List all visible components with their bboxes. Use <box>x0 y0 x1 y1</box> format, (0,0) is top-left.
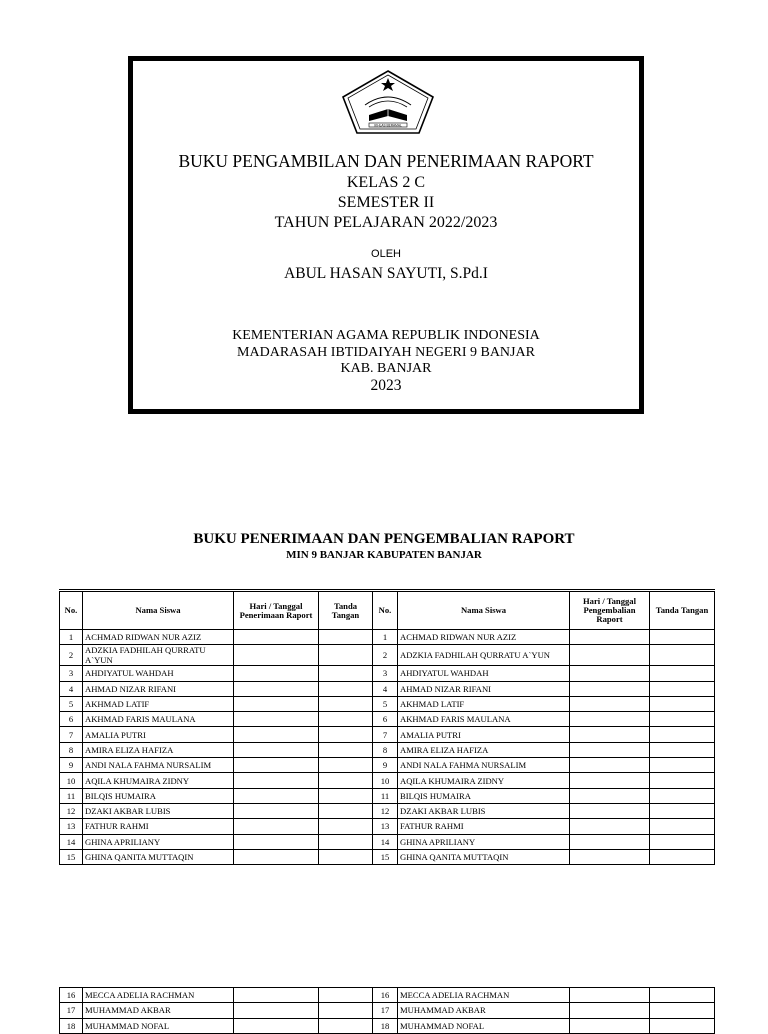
signature-cell <box>319 773 373 788</box>
signature-cell-2 <box>650 988 715 1003</box>
header-no: No. <box>60 591 83 630</box>
cover-title: BUKU PENGAMBILAN DAN PENERIMAAN RAPORT <box>178 151 594 171</box>
row-number: 12 <box>60 803 83 818</box>
signature-cell-2 <box>650 666 715 681</box>
date-received-cell <box>234 666 319 681</box>
table-row <box>60 803 715 818</box>
student-name-2: ADZKIA FADHILAH QURRATU A`YUN <box>398 645 570 666</box>
date-returned-cell <box>570 681 650 696</box>
row-number-2: 8 <box>373 742 398 757</box>
signature-cell <box>319 666 373 681</box>
signature-cell-2 <box>650 803 715 818</box>
signature-cell-2 <box>650 773 715 788</box>
student-name: AQILA KHUMAIRA ZIDNY <box>83 773 234 788</box>
cover-author: ABUL HASAN SAYUTI, S.Pd.I <box>284 265 488 282</box>
signature-cell <box>319 819 373 834</box>
table-row <box>60 1003 715 1018</box>
date-received-cell <box>234 849 319 864</box>
table-row <box>60 696 715 711</box>
date-returned-cell <box>570 834 650 849</box>
student-name-2: AHMAD NIZAR RIFANI <box>398 681 570 696</box>
date-returned-cell <box>570 1018 650 1033</box>
signature-cell <box>319 788 373 803</box>
cover-box <box>128 56 644 414</box>
student-name: BILQIS HUMAIRA <box>83 788 234 803</box>
student-name: MUHAMMAD NOFAL <box>83 1018 234 1033</box>
table-row <box>60 788 715 803</box>
row-number: 11 <box>60 788 83 803</box>
signature-cell <box>319 630 373 645</box>
row-number: 8 <box>60 742 83 757</box>
student-name-2: MUHAMMAD AKBAR <box>398 1003 570 1018</box>
date-returned-cell <box>570 630 650 645</box>
date-returned-cell <box>570 712 650 727</box>
row-number: 1 <box>60 630 83 645</box>
table-row <box>60 1018 715 1033</box>
date-received-cell <box>234 712 319 727</box>
row-number: 7 <box>60 727 83 742</box>
signature-cell-2 <box>650 681 715 696</box>
row-number-2: 2 <box>373 645 398 666</box>
table-row <box>60 988 715 1003</box>
signature-cell <box>319 834 373 849</box>
student-name: AHDIYATUL WAHDAH <box>83 666 234 681</box>
date-returned-cell <box>570 788 650 803</box>
row-number: 16 <box>60 988 83 1003</box>
row-number: 15 <box>60 849 83 864</box>
date-received-cell <box>234 1003 319 1018</box>
student-name: AHMAD NIZAR RIFANI <box>83 681 234 696</box>
row-number-2: 3 <box>373 666 398 681</box>
kemenag-emblem-icon <box>339 69 437 135</box>
header-nama-siswa: Nama Siswa <box>83 591 234 630</box>
date-received-cell <box>234 645 319 666</box>
signature-cell-2 <box>650 630 715 645</box>
table-row <box>60 773 715 788</box>
table-row <box>60 712 715 727</box>
student-name: AMIRA ELIZA HAFIZA <box>83 742 234 757</box>
signature-cell <box>319 645 373 666</box>
raport-table <box>59 589 715 865</box>
row-number-2: 9 <box>373 758 398 773</box>
student-name-2: GHINA QANITA MUTTAQIN <box>398 849 570 864</box>
date-received-cell <box>234 803 319 818</box>
student-name: GHINA QANITA MUTTAQIN <box>83 849 234 864</box>
student-name-2: FATHUR RAHMI <box>398 819 570 834</box>
row-number-2: 5 <box>373 696 398 711</box>
header-hari-penerimaan: Hari / Tanggal Penerimaan Raport <box>234 591 319 630</box>
student-name-2: MUHAMMAD NOFAL <box>398 1018 570 1033</box>
signature-cell <box>319 696 373 711</box>
date-returned-cell <box>570 742 650 757</box>
row-number: 9 <box>60 758 83 773</box>
table-row <box>60 849 715 864</box>
student-name-2: DZAKI AKBAR LUBIS <box>398 803 570 818</box>
date-returned-cell <box>570 645 650 666</box>
signature-cell <box>319 1003 373 1018</box>
signature-cell <box>319 803 373 818</box>
row-number-2: 14 <box>373 834 398 849</box>
emblem-motto: IKHLAS BERAMAL <box>374 123 402 128</box>
date-returned-cell <box>570 773 650 788</box>
row-number-2: 1 <box>373 630 398 645</box>
signature-cell-2 <box>650 819 715 834</box>
header-no-2: No. <box>373 591 398 630</box>
signature-cell-2 <box>650 758 715 773</box>
date-returned-cell <box>570 988 650 1003</box>
date-received-cell <box>234 696 319 711</box>
signature-cell-2 <box>650 645 715 666</box>
row-number: 14 <box>60 834 83 849</box>
date-returned-cell <box>570 819 650 834</box>
table-row <box>60 727 715 742</box>
cover-school: MADARASAH IBTIDAIYAH NEGERI 9 BANJAR <box>237 345 535 360</box>
date-received-cell <box>234 788 319 803</box>
row-number-2: 12 <box>373 803 398 818</box>
signature-cell-2 <box>650 712 715 727</box>
student-name-2: AMIRA ELIZA HAFIZA <box>398 742 570 757</box>
student-name: FATHUR RAHMI <box>83 819 234 834</box>
table-row <box>60 758 715 773</box>
date-received-cell <box>234 834 319 849</box>
row-number: 18 <box>60 1018 83 1033</box>
raport-table-continued <box>59 987 715 1034</box>
table-row <box>60 630 715 645</box>
student-name-2: ACHMAD RIDWAN NUR AZIZ <box>398 630 570 645</box>
student-name: ANDI NALA FAHMA NURSALIM <box>83 758 234 773</box>
student-name: DZAKI AKBAR LUBIS <box>83 803 234 818</box>
signature-cell-2 <box>650 727 715 742</box>
student-name: GHINA APRILIANY <box>83 834 234 849</box>
row-number-2: 7 <box>373 727 398 742</box>
signature-cell <box>319 758 373 773</box>
table-row <box>60 834 715 849</box>
date-received-cell <box>234 773 319 788</box>
signature-cell <box>319 727 373 742</box>
student-name: MUHAMMAD AKBAR <box>83 1003 234 1018</box>
row-number-2: 4 <box>373 681 398 696</box>
row-number-2: 15 <box>373 849 398 864</box>
header-nama-siswa-2: Nama Siswa <box>398 591 570 630</box>
signature-cell <box>319 681 373 696</box>
signature-cell-2 <box>650 1018 715 1033</box>
row-number-2: 6 <box>373 712 398 727</box>
header-tanda-tangan-2: Tanda Tangan <box>650 591 715 630</box>
signature-cell <box>319 849 373 864</box>
table-row <box>60 645 715 666</box>
row-number: 2 <box>60 645 83 666</box>
signature-cell-2 <box>650 696 715 711</box>
date-returned-cell <box>570 803 650 818</box>
cover-regency: KAB. BANJAR <box>340 361 432 376</box>
date-returned-cell <box>570 758 650 773</box>
signature-cell-2 <box>650 788 715 803</box>
date-received-cell <box>234 742 319 757</box>
signature-cell <box>319 742 373 757</box>
signature-cell <box>319 1018 373 1033</box>
date-received-cell <box>234 681 319 696</box>
row-number: 13 <box>60 819 83 834</box>
row-number-2: 10 <box>373 773 398 788</box>
row-number: 4 <box>60 681 83 696</box>
row-number-2: 11 <box>373 788 398 803</box>
student-name: AMALIA PUTRI <box>83 727 234 742</box>
student-name: AKHMAD LATIF <box>83 696 234 711</box>
date-returned-cell <box>570 696 650 711</box>
student-name-2: BILQIS HUMAIRA <box>398 788 570 803</box>
date-received-cell <box>234 758 319 773</box>
row-number: 10 <box>60 773 83 788</box>
signature-cell-2 <box>650 742 715 757</box>
student-name: ADZKIA FADHILAH QURRATU A`YUN <box>83 645 234 666</box>
signature-cell <box>319 988 373 1003</box>
row-number-2: 13 <box>373 819 398 834</box>
section-subtitle: MIN 9 BANJAR KABUPATEN BANJAR <box>286 549 482 561</box>
cover-by-label: OLEH <box>371 248 401 260</box>
date-returned-cell <box>570 666 650 681</box>
signature-cell <box>319 712 373 727</box>
row-number-2: 16 <box>373 988 398 1003</box>
date-received-cell <box>234 630 319 645</box>
table-row <box>60 742 715 757</box>
student-name: MECCA ADELIA RACHMAN <box>83 988 234 1003</box>
table-row <box>60 666 715 681</box>
signature-cell-2 <box>650 1003 715 1018</box>
section-title: BUKU PENERIMAAN DAN PENGEMBALIAN RAPORT <box>193 531 575 547</box>
cover-semester: SEMESTER II <box>337 194 435 211</box>
student-name-2: AKHMAD FARIS MAULANA <box>398 712 570 727</box>
student-name-2: AHDIYATUL WAHDAH <box>398 666 570 681</box>
row-number: 6 <box>60 712 83 727</box>
date-received-cell <box>234 1018 319 1033</box>
student-name-2: AKHMAD LATIF <box>398 696 570 711</box>
student-name-2: GHINA APRILIANY <box>398 834 570 849</box>
signature-cell-2 <box>650 849 715 864</box>
student-name: AKHMAD FARIS MAULANA <box>83 712 234 727</box>
row-number: 3 <box>60 666 83 681</box>
date-returned-cell <box>570 1003 650 1018</box>
table-row <box>60 819 715 834</box>
date-returned-cell <box>570 849 650 864</box>
row-number-2: 17 <box>373 1003 398 1018</box>
date-received-cell <box>234 988 319 1003</box>
student-name-2: ANDI NALA FAHMA NURSALIM <box>398 758 570 773</box>
row-number-2: 18 <box>373 1018 398 1033</box>
student-name-2: AQILA KHUMAIRA ZIDNY <box>398 773 570 788</box>
cover-class: KELAS 2 C <box>346 174 426 191</box>
date-received-cell <box>234 727 319 742</box>
date-received-cell <box>234 819 319 834</box>
signature-cell-2 <box>650 834 715 849</box>
row-number: 5 <box>60 696 83 711</box>
table-header-row <box>60 591 715 630</box>
date-returned-cell <box>570 727 650 742</box>
cover-school-year: TAHUN PELAJARAN 2022/2023 <box>274 214 498 231</box>
cover-year: 2023 <box>370 377 402 394</box>
header-tanda-tangan: Tanda Tangan <box>319 591 373 630</box>
row-number: 17 <box>60 1003 83 1018</box>
student-name: ACHMAD RIDWAN NUR AZIZ <box>83 630 234 645</box>
header-hari-pengembalian: Hari / Tanggal Pengembalian Raport <box>570 591 650 630</box>
cover-ministry: KEMENTERIAN AGAMA REPUBLIK INDONESIA <box>232 328 540 343</box>
table-row <box>60 681 715 696</box>
student-name-2: AMALIA PUTRI <box>398 727 570 742</box>
student-name-2: MECCA ADELIA RACHMAN <box>398 988 570 1003</box>
